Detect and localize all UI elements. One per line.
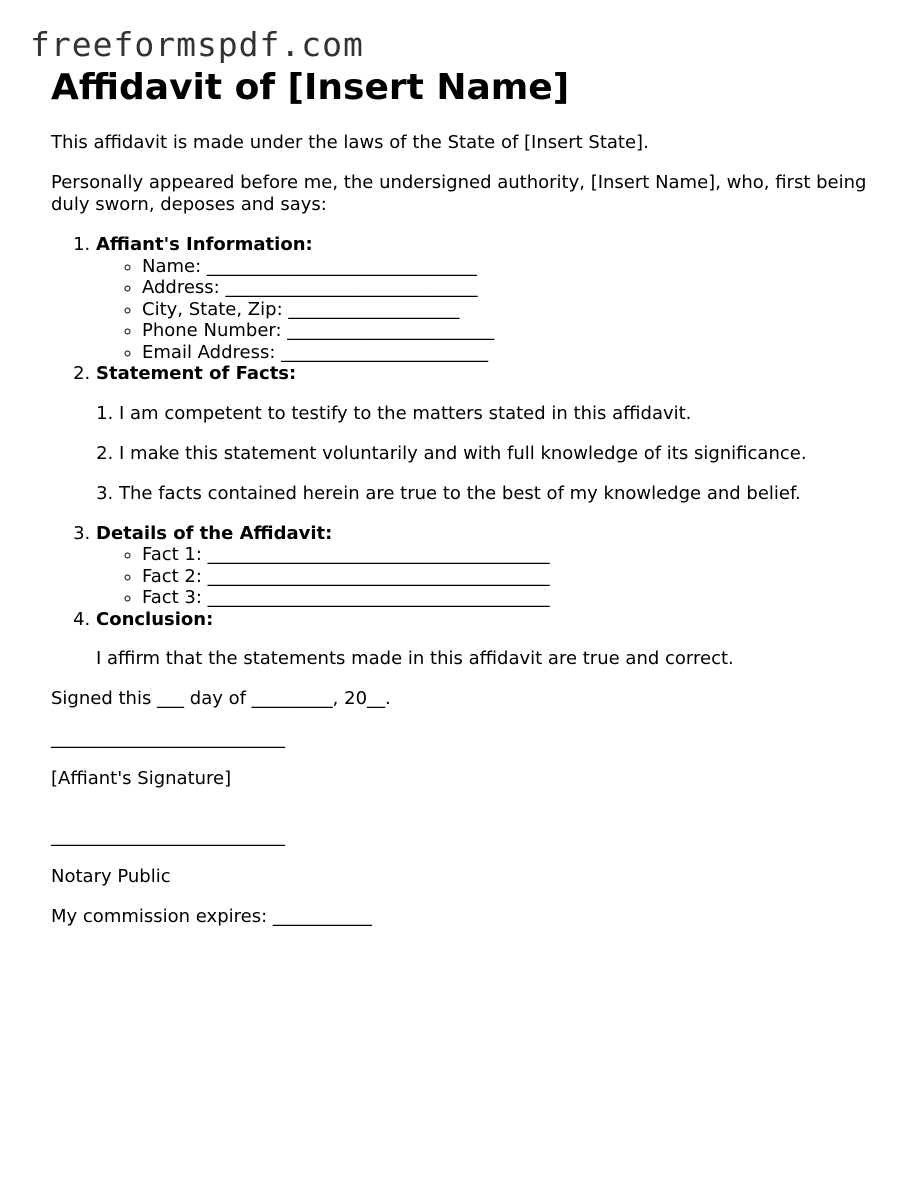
section-title: Details of the Affidavit: — [96, 522, 333, 544]
statement-item: 1. I am competent to testify to the matters stated in this affidavit. — [119, 403, 891, 425]
fact-1-field: ◦ Fact 1: ______________________________________ — [142, 544, 891, 566]
jurisdiction-statement: This affidavit is made under the laws of the State of [Insert State]. — [51, 132, 649, 153]
name-field: ◦ Name: ______________________________ — [142, 256, 891, 278]
affidavit-sections — [51, 234, 891, 670]
statement-item: 3. The facts contained herein are true to the best of my knowledge and belief. — [119, 483, 891, 505]
email-address-field: ◦ Email Address: _______________________ — [142, 342, 891, 364]
affiant-signature-line: __________________________ — [51, 728, 285, 749]
city-state-zip-field: ◦ City, State, Zip: ___________________ — [142, 299, 891, 321]
statement-items — [96, 403, 891, 505]
affiant-signature-label: [Affiant's Signature] — [51, 768, 232, 789]
section-title: Statement of Facts: — [96, 363, 297, 384]
signed-date-line: Signed this ___ day of _________, 20__. — [51, 688, 391, 709]
affiant-fields — [96, 256, 891, 364]
statement-item: 2. I make this statement voluntarily and with full knowledge of its significance. — [119, 443, 891, 465]
section-affiant-information — [96, 234, 891, 363]
section-conclusion — [96, 609, 891, 671]
details-fields — [96, 544, 891, 609]
fact-2-field: ◦ Fact 2: ______________________________________ — [142, 566, 891, 588]
section-title: Affiant's Information: — [96, 234, 313, 255]
notary-signature-line: __________________________ — [51, 826, 285, 847]
affidavit-document — [51, 66, 891, 928]
watermark: freeformspdf.com — [30, 25, 364, 64]
conclusion-text: I affirm that the statements made in this affidavit are true and correct. — [96, 648, 734, 669]
fact-3-field: ◦ Fact 3: ______________________________________ — [142, 587, 891, 609]
appearance-statement: Personally appeared before me, the undersigned authority, [Insert Name], who, first being duly sworn, deposes and says: — [51, 172, 867, 215]
commission-expiry-line: My commission expires: ___________ — [51, 906, 372, 927]
section-details — [96, 523, 891, 609]
document-title: Affidavit of [Insert Name] — [51, 67, 570, 108]
notary-public-label: Notary Public — [51, 866, 171, 887]
address-field: ◦ Address: ____________________________ — [142, 277, 891, 299]
section-statement-of-facts — [96, 363, 891, 505]
phone-number-field: ◦ Phone Number: _______________________ — [142, 320, 891, 342]
section-title: Conclusion: — [96, 608, 214, 630]
